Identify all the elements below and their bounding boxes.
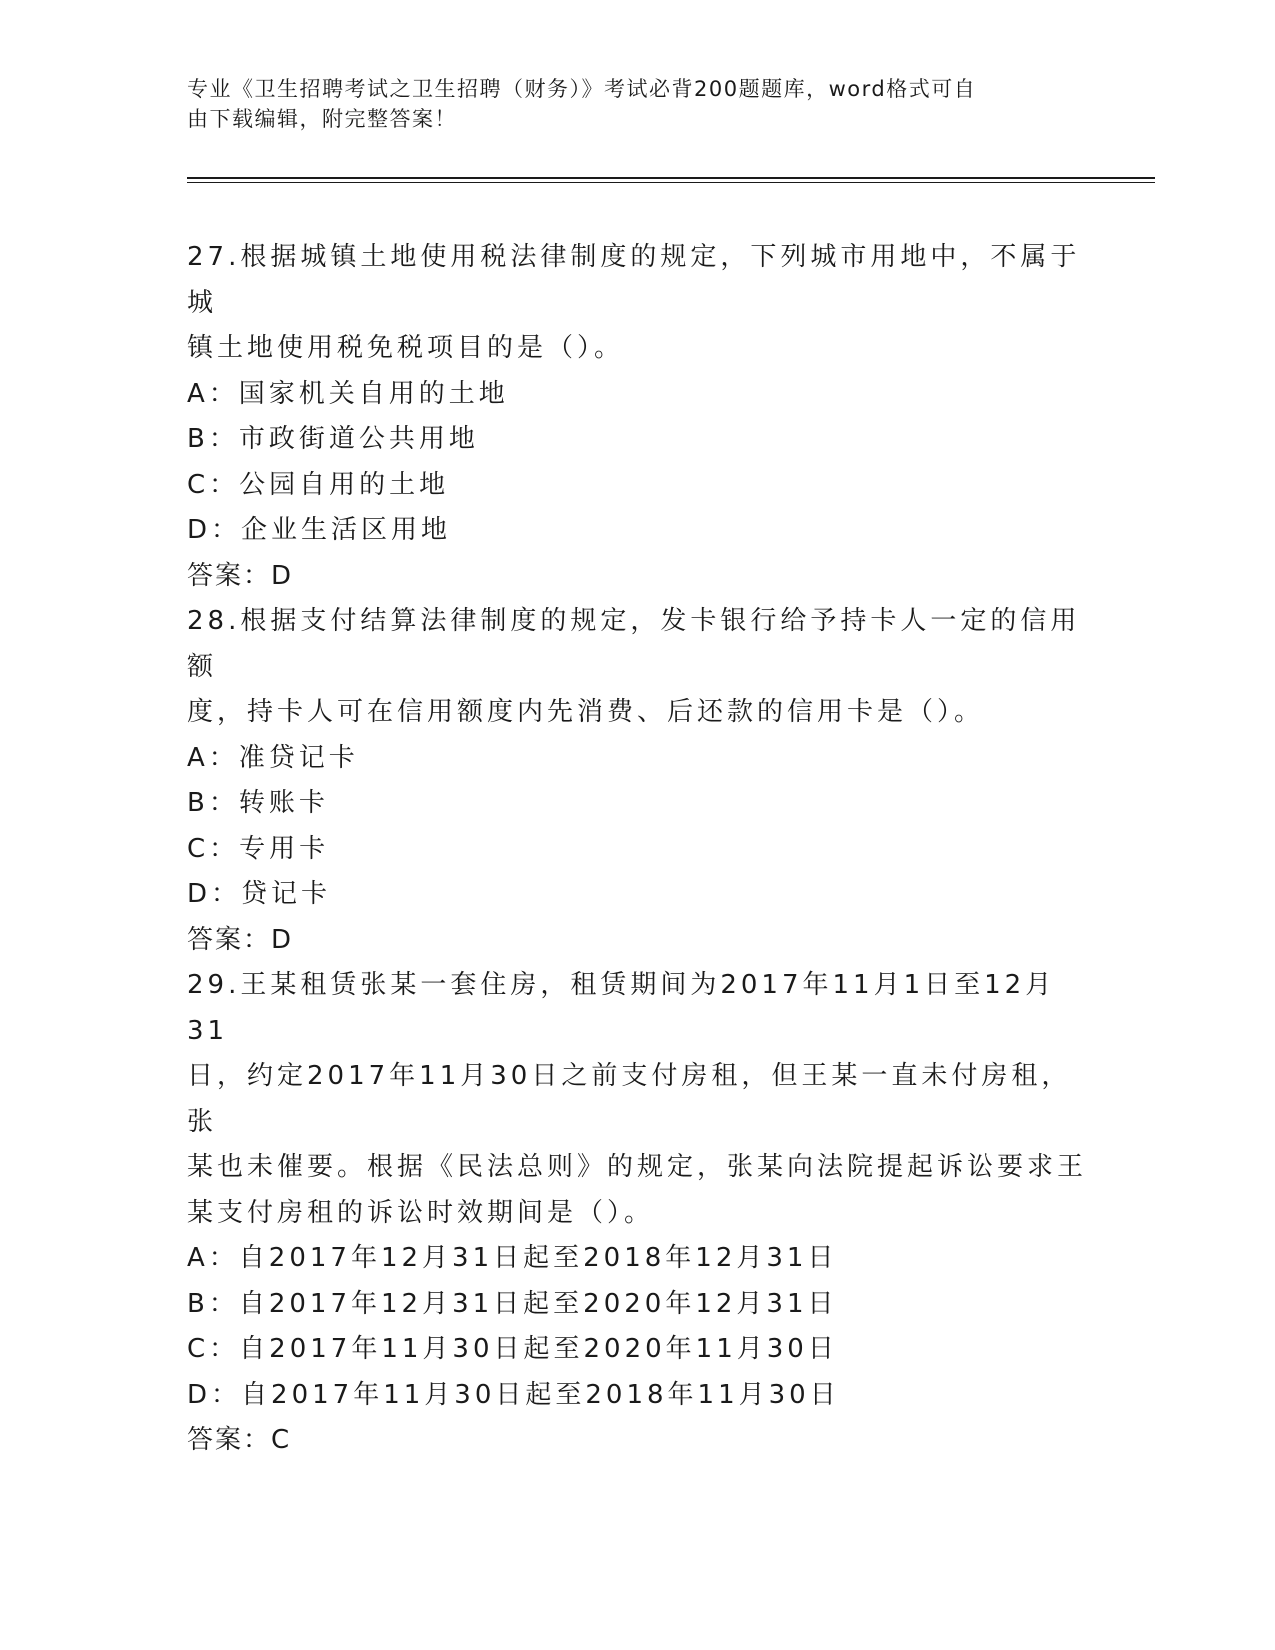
question-27 [187,235,1087,599]
option-c: C：专用卡 [187,833,330,864]
header-line: 专业《卫生招聘考试之卫生招聘（财务）》考试必背200题题库，word格式可自 [187,77,977,101]
question-text: 度，持卡人可在信用额度内先消费、后还款的信用卡是（）。 [187,697,985,727]
question-text: 镇土地使用税免税项目的是（）。 [187,333,625,363]
option-d: D：企业生活区用地 [187,515,452,545]
question-text: 日，约定2017年11月30日之前支付房租，但王某一直未付房租，张 [187,1061,1072,1137]
option-a: A：自2017年12月31日起至2018年12月31日 [187,1243,838,1273]
question-text: 28.根据支付结算法律制度的规定，发卡银行给予持卡人一定的信用额 [187,606,1081,682]
question-text: 某也未催要。根据《民法总则》的规定，张某向法院提起诉讼要求王 [187,1152,1088,1182]
header-divider [187,177,1155,179]
question-28 [187,599,1087,963]
answer: 答案：D [187,560,294,591]
question-text: 29.王某租赁张某一套住房，租赁期间为2017年11月1日至12月31 [187,970,1056,1046]
option-d: D：贷记卡 [187,879,332,909]
question-text: 27.根据城镇土地使用税法律制度的规定，下列城市用地中，不属于城 [187,242,1081,318]
answer: 答案：D [187,924,294,955]
option-d: D：自2017年11月30日起至2018年11月30日 [187,1379,840,1410]
header-divider-thin [187,182,1155,183]
option-a: A：国家机关自用的土地 [187,378,509,409]
option-c: C：自2017年11月30日起至2020年11月30日 [187,1334,838,1364]
answer: 答案：C [187,1425,292,1455]
header-line: 由下载编辑，附完整答案！ [187,107,457,131]
question-29 [187,963,1087,1464]
option-b: B：市政街道公共用地 [187,424,479,454]
question-text: 某支付房租的诉讼时效期间是（）。 [187,1197,655,1228]
option-a: A：准贷记卡 [187,742,359,773]
document-header [187,74,1067,134]
option-b: B：自2017年12月31日起至2020年12月31日 [187,1288,838,1319]
option-b: B：转账卡 [187,788,329,818]
option-c: C：公园自用的土地 [187,469,450,500]
